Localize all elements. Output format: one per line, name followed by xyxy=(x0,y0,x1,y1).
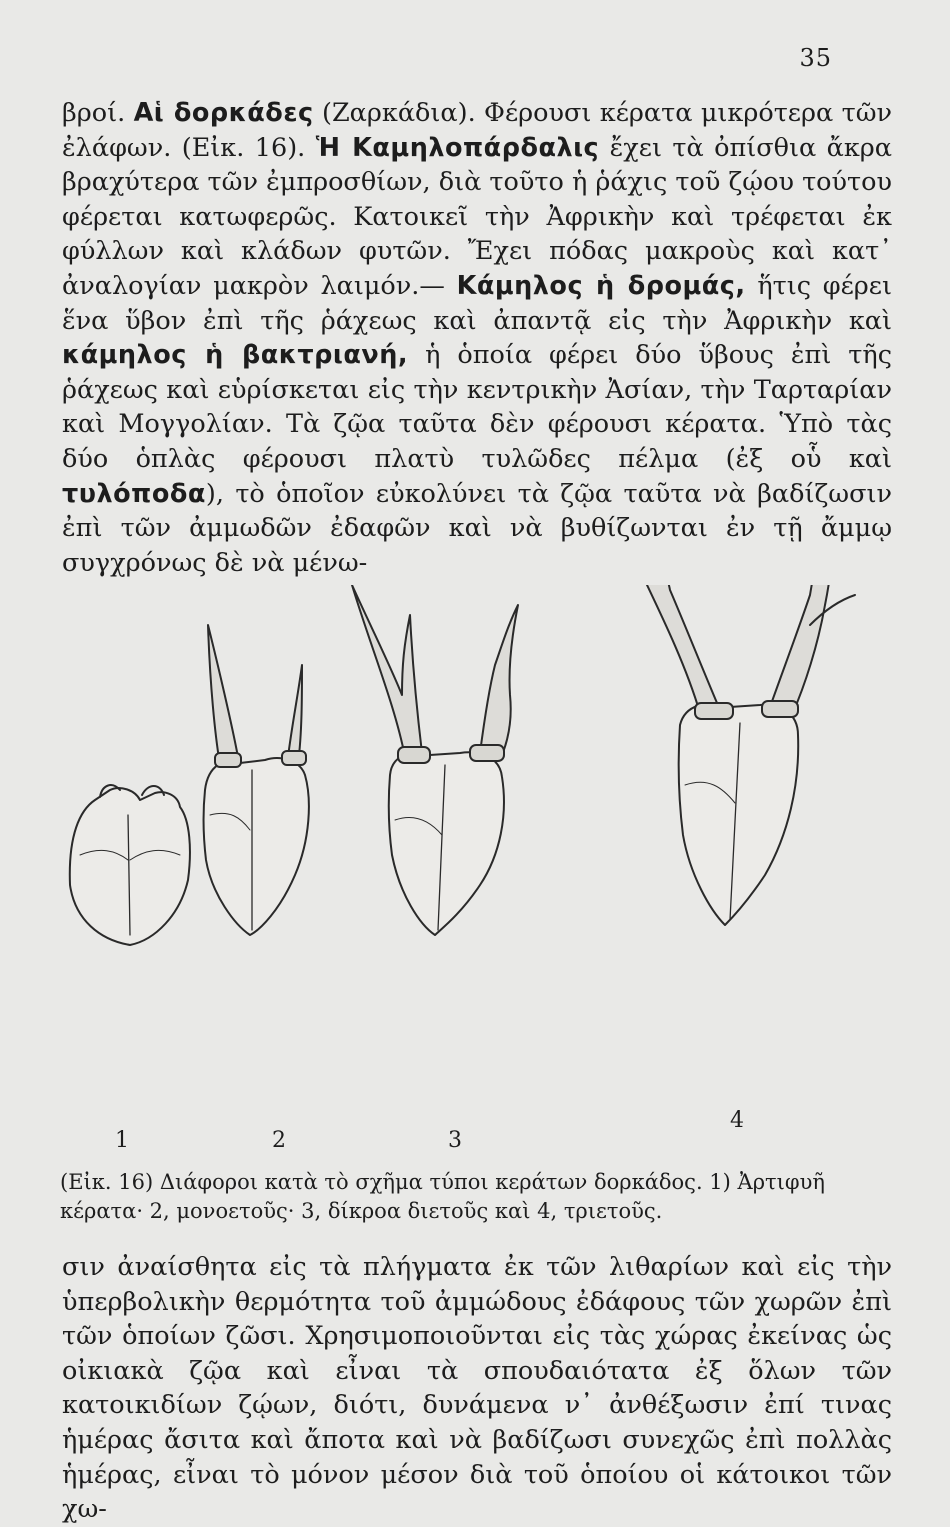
figure-label-4: 4 xyxy=(730,1108,744,1133)
skull-3 xyxy=(352,585,518,935)
figure-label-3: 3 xyxy=(448,1128,462,1153)
figure-label-1: 1 xyxy=(115,1128,129,1153)
page-number: 35 xyxy=(799,44,832,72)
text-run: ἥτις φέρει ἕνα ὕβον ἐπὶ τῆς ῥάχεως καὶ ἀπαντᾷ εἰς τὴν Ἀφρικὴν καὶ xyxy=(62,270,892,336)
figure-label-2: 2 xyxy=(272,1128,286,1153)
text-run: (Ζαρκάδια). Φέρουσι κέρατα μικρότερα τῶν ἐλάφων. (Εἰκ. 16). xyxy=(62,98,892,163)
skull-1 xyxy=(70,785,190,945)
term-kamilopardalis: Ἡ Καμηλοπάρδαλις xyxy=(315,132,600,163)
term-kamilos-vaktriani: κάμηλος ἡ βακτριανή, xyxy=(62,340,409,371)
bottom-paragraph-text: σιν ἀναίσθητα εἰς τὰ πλήγματα ἐκ τῶν λιθαρίων καὶ εἰς τὴν ὑπερβολικὴν θερμότητα τοῦ ἀμμώδους ἐδάφους τῶν χωρῶν ἐπὶ τῶν ὁποίων ζῶσι. Χρησιμοποιοῦνται εἰς τὰς χώρας ἐκείνας ὡς οἰκιακὰ ζῷα καὶ εἶναι τὰ σπουδαιότατα ἐξ ὅλων τῶν κατοικιδίων ζῴων, διότι, δυνάμενα ν᾽ ἀνθέξωσιν ἐπί τινας ἡμέρας ἄσιτα καὶ ἄποτα καὶ νὰ βαδίζωσι συνεχῶς ἐπὶ πολλὰς ἡμέρας, εἶναι τὸ μόνον μέσον διὰ τοῦ ὁποίου οἱ κάτοικοι τῶν χω- xyxy=(62,1252,892,1525)
antler-figure xyxy=(40,585,920,1055)
text-run: ἔχει τὰ ὀπίσθια ἄκρα βραχύτερα τῶν ἐμπροσθίων, διὰ τοῦτο ἡ ῥάχις τοῦ ζῴου τούτου φέρεται κατωφερῶς. Κατοικεῖ τὴν Ἀφρικὴν καὶ τρέφεται ἐκ φύλλων καὶ κλάδων φυτῶν. Ἔχει πόδας μακροὺς καὶ κατ᾽ ἀναλογίαν μακρὸν λαιμόν.— xyxy=(62,132,893,301)
bottom-paragraph xyxy=(62,1250,892,1527)
top-paragraph xyxy=(62,96,892,580)
text-run: ἡ ὁποία φέρει δύο ὕβους ἐπὶ τῆς ῥάχεως καὶ εὑρίσκεται εἰς τὴν κεντρικὴν Ἀσίαν, τὴν Ταρταρίαν καὶ Μογγολίαν. Τὰ ζῷα ταῦτα δὲν φέρουσι κέρατα. Ὑπὸ τὰς δύο ὁπλὰς φέρουσι πλατὺ τυλῶδες πέλμα (ἐξ οὗ καὶ xyxy=(62,340,892,474)
term-dorkades: Αἱ δορκάδες xyxy=(133,98,314,128)
figure-caption: (Εἰκ. 16) Διάφοροι κατὰ τὸ σχῆμα τύποι κεράτων δορκάδος. 1) Ἀρτιφυῆ κέρατα· 2, μονοετοῦς· 3, δίκροα διετοῦς καὶ 4, τριετοῦς. xyxy=(60,1170,825,1223)
term-kamilos-dromas: Κάμηλος ἡ δρομάς, xyxy=(456,270,746,301)
antler-illustration xyxy=(40,585,920,1055)
text-run: βροί. xyxy=(62,98,134,128)
skull-2 xyxy=(204,625,309,935)
term-tylopoda: τυλόποδα xyxy=(62,478,206,509)
text-run: ), τὸ ὁποῖον εὐκολύνει τὰ ζῷα ταῦτα νὰ βαδίζωσιν ἐπὶ τῶν ἀμμωδῶν ἐδαφῶν καὶ νὰ βυθίζωνται ἐν τῇ ἄμμῳ συγχρόνως δὲ νὰ μένω- xyxy=(62,478,892,578)
skull-4 xyxy=(610,585,855,925)
